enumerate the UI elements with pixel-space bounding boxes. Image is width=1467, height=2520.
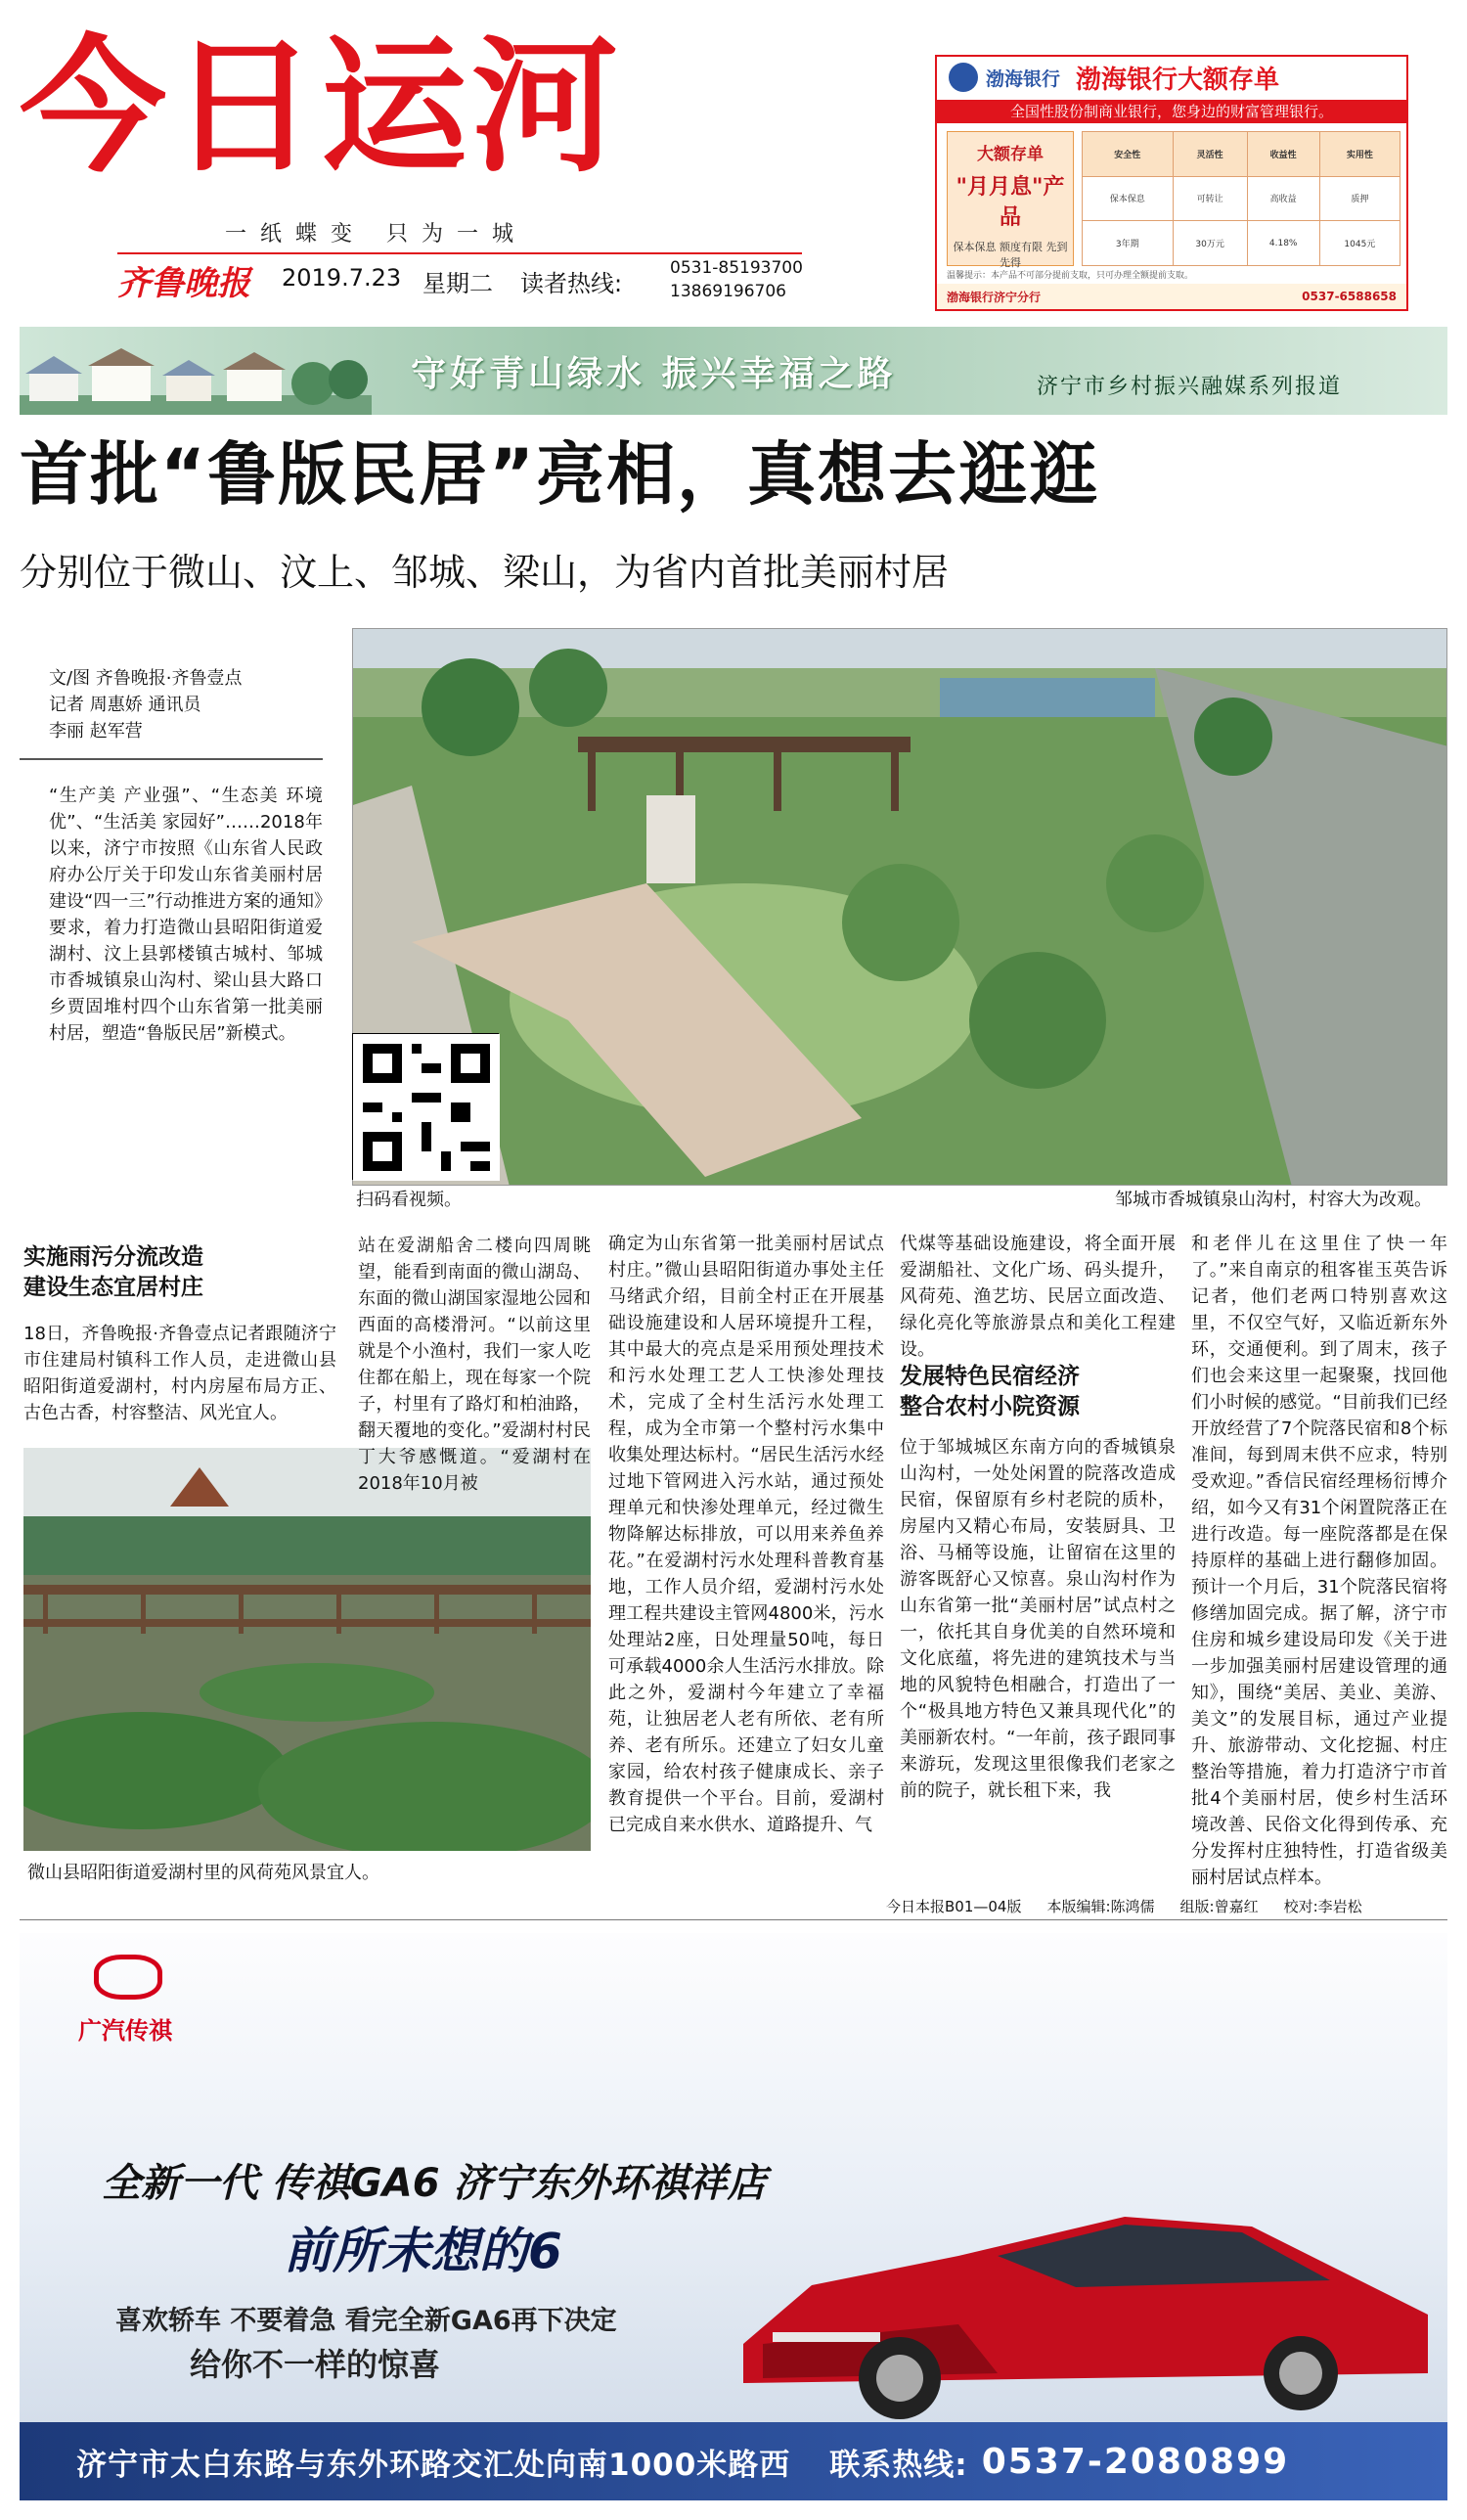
issue-weekday: 星期二 [422,270,493,297]
table-cell: 4.18% [1247,221,1319,266]
car-brand-name: 广汽传祺 [78,2017,172,2045]
article-column-4-top: 代煤等基础设施建设，将全面开展爱湖船社、文化广场、码头提升，风荷苑、渔艺坊、民居立面改造、绿化亮化等旅游景点和美化工程建设。 [900,1234,1176,1360]
car-ad-line-1: 全新一代 传祺GA6 济宁东外环祺祥店 [102,2161,767,2206]
section-title-line: 整合农村小院资源 [900,1394,1080,1419]
qr-caption: 扫码看视频。 [356,1190,462,1210]
bank-contact-phone: 0537-6588658 [1302,290,1397,303]
car-hotline-label: 联系热线: [829,2447,968,2483]
bank-product-line1: 大额存单 [977,145,1044,164]
byline-line: 文/图 齐鲁晚报·齐鲁壹点 [49,668,243,689]
car-dealer-address: 济宁市太白东路与东外环路交汇处向南1000米路西 [76,2447,791,2483]
bank-note: 温馨提示：本产品不可部分提前支取，只可办理全额提前支取。 [947,271,1194,281]
bank-ad-header [937,57,1406,98]
article-subhead: 分别位于微山、汶上、邹城、梁山，为省内首批美丽村居 [20,551,950,594]
table-cell: 可转让 [1173,176,1247,221]
article-headline: 首批“鲁版民居”亮相，真想去逛逛 [20,434,1100,515]
section-title-2 [900,1362,1176,1422]
table-row [1083,132,1400,177]
table-cell: 灵活性 [1173,132,1247,177]
credit-layout: 组版:曾嘉红 [1179,1898,1259,1915]
masthead-slogan: 一纸蝶变 只为一城 [225,222,527,247]
credit-editor: 本版编辑:陈鸿儒 [1046,1898,1155,1915]
bank-logo-icon [949,63,978,92]
bank-rate-table [1082,131,1400,266]
article-column-4-bottom: 位于邹城城区东南方向的香城镇泉山沟村，一处处闲置的院落改造成民宿，保留原有乡村老院的质朴，房屋内又精心布局，安装厨具、卫浴、马桶等设施，让留宿在这里的游客既舒心又惊喜。泉山沟村作为山东省第一批“美丽村居”试点村之一，依托其自身优美的自然环境和文化底蕴，将先进的建筑技术与当地的风貌特色相融合，打造出了一个“极具地方特色又兼具现代化”的美丽新农村。“一年前，孩子跟同事来游玩，发现这里很像我们老家之前的院子，就长租下来，我 [900,1437,1176,1801]
bank-advertisement[interactable] [935,55,1408,311]
table-cell: 1045元 [1319,221,1400,266]
main-photo-village [352,628,1447,1186]
bank-contact-label: 渤海银行济宁分行 [947,290,1042,304]
car-hotline-number[interactable]: 0537-2080899 [981,2441,1290,2482]
car-ad-line-2: 前所未想的6 [284,2223,562,2279]
table-cell: 保本保息 [1083,176,1174,221]
byline-line: 记者 周惠娇 通讯员 [49,695,201,715]
table-cell: 安全性 [1083,132,1174,177]
main-photo-caption: 邹城市香城镇泉山沟村，村容大为改观。 [1115,1190,1432,1210]
hotline-label: 读者热线: [520,270,623,297]
red-sedan-car-image [704,2178,1447,2422]
article-lead: “生产美 产业强”、“生态美 环境优”、“生活美 家园好”……2018年以来，济宁市按照《山东省人民政府办公厅关于印发山东省美丽村居建设“四一三”行动推进方案的通知》要求，着力打造微山县昭阳街道爱湖村、汶上县郭楼镇古城村、邹城市香城镇泉山沟村、梁山县大路口乡贾固堆村四个山东省第一批美丽村居，塑造“鲁版民居”新模式。 [49,786,323,1044]
table-row [1083,221,1400,266]
section-title-line: 建设生态宜居村庄 [23,1275,203,1300]
village-houses-illustration [20,344,372,415]
qr-code[interactable] [352,1033,499,1180]
article-column-3: 确定为山东省第一批美丽村居试点村庄。”微山县昭阳街道办事处主任马绪武介绍，目前全村正在开展基础设施建设和人居环境提升工程，其中最大的亮点是采用预处理技术和污水处理工艺人工快渗处理技术，完成了全村生活污水处理工程，成为全市第一个整村污水集中收集处理达标村。“居民生活污水经过地下管网进入污水站，通过预处理单元和快渗处理单元，经过微生物降解达标排放，可以用来养鱼养花。”在爱湖村污水处理科普教育基地，工作人员介绍，爱湖村污水处理工程共建设主管网4800米，污水处理站2座，日处理量50吨，每日可承载4000余人生活污水排放。除此之外，爱湖村今年建立了幸福苑，让独居老人老有所依、老有所养、老有所乐。还建立了妇女儿童家园，给农村孩子健康成长、亲子教育提供一个平台。目前，爱湖村已完成自来水供水、道路提升、气 [608,1234,884,1835]
table-cell: 质押 [1319,176,1400,221]
article-column-5: 和老伴儿在这里住了快一年了。”来自南京的租客崔玉英告诉记者，他们老两口特别喜欢这里，不仅空气好，又临近新东外环，交通便利。到了周末，孩子们也会来这里一起聚聚，找回他们小时候的感觉。“目前我们已经开放经营了7个院落民宿和8个标准间，每到周末供不应求，特别受欢迎。”香信民宿经理杨衍博介绍，如今又有31个闲置院落正在进行改造。每一座院落都是在保持原样的基础上进行翻修加固。预计一个月后，31个院落民宿将修缮加固完成。据了解，济宁市住房和城乡建设局印发《关于进一步加强美丽村居建设管理的通知》，围绕“美居、美业、美游、美文”的发展目标，通过产业提升、旅游带动、文化挖掘、村庄整治等措施，着力打造济宁市首批4个美丽村居，使乡村生活环境改善、民俗文化得到传承、充分发挥村庄独特性，打造省级美丽村居试点样本。 [1191,1234,1447,1888]
section-title-line: 发展特色民宿经济 [900,1364,1080,1389]
car-ad-line-4: 给你不一样的惊喜 [190,2346,441,2383]
section-title-1 [23,1242,336,1303]
car-dealer-address-bar [20,2422,1447,2500]
table-cell: 实用性 [1319,132,1400,177]
car-advertisement[interactable] [20,1933,1447,2500]
bank-name: 渤海银行 [986,68,1061,90]
table-cell: 30万元 [1173,221,1247,266]
banner-series-name: 济宁市乡村振兴融媒系列报道 [1037,375,1343,399]
article-paragraph: 18日，齐鲁晚报·齐鲁壹点记者跟随济宁市住建局村镇科工作人员，走进微山县昭阳街道爱湖村，村内房屋布局方正、古色古香，村容整洁、风光宜人。 [23,1324,336,1423]
lotus-pond-photo [23,1448,591,1851]
footer-divider [20,1919,1447,1920]
car-brand-logo-icon [94,1955,162,2000]
issue-date: 2019.7.23 [282,264,402,292]
page-credits [886,1896,1447,1916]
paper-brand: 齐鲁晚报 [117,264,250,303]
masthead-logo: 今日运河 [20,22,623,193]
byline-divider [20,758,323,760]
table-row [1083,176,1400,221]
series-banner [20,327,1447,415]
article-column-2: 站在爱湖船舍二楼向四周眺望，能看到南面的微山湖岛、东面的微山湖国家湿地公园和西面的高楼滑河。“以前这里就是个小渔村，我们一家人吃住都在船上，现在每家一个院子，村里有了路灯和柏油路，翻天覆地的变化。”爱湖村村民丁大爷感慨道。“爱湖村在2018年10月被 [358,1236,591,1494]
bank-product-line2: "月月息"产品 [956,175,1065,230]
hotline-number-1: 0531-85193700 [670,258,803,278]
lotus-photo-caption: 微山县昭阳街道爱湖村里的风荷苑风景宜人。 [27,1863,379,1883]
bank-product-line3: 保本保息 额度有限 先到先得 [953,241,1068,269]
section-title-line: 实施雨污分流改造 [23,1244,203,1270]
table-cell: 高收益 [1247,176,1319,221]
table-cell: 收益性 [1247,132,1319,177]
table-cell: 3年期 [1083,221,1174,266]
bank-ad-title: 渤海银行大额存单 [1076,65,1280,95]
credit-proof: 校对:李岩松 [1283,1898,1362,1915]
credit-pages: 今日本报B01—04版 [886,1898,1022,1915]
hotline-number-2: 13869196706 [670,282,786,301]
bank-tagline: 全国性股份制商业银行，您身边的财富管理银行。 [937,100,1406,123]
banner-slogan: 守好青山绿水 振兴幸福之路 [411,354,897,394]
car-ad-line-3: 喜欢轿车 不要着急 看完全新GA6再下决定 [115,2306,617,2336]
byline-line: 李丽 赵军营 [49,721,143,742]
bank-contact-bar [937,284,1406,309]
bank-product-box [947,131,1074,269]
byline [49,665,323,744]
masthead-divider [117,252,802,254]
